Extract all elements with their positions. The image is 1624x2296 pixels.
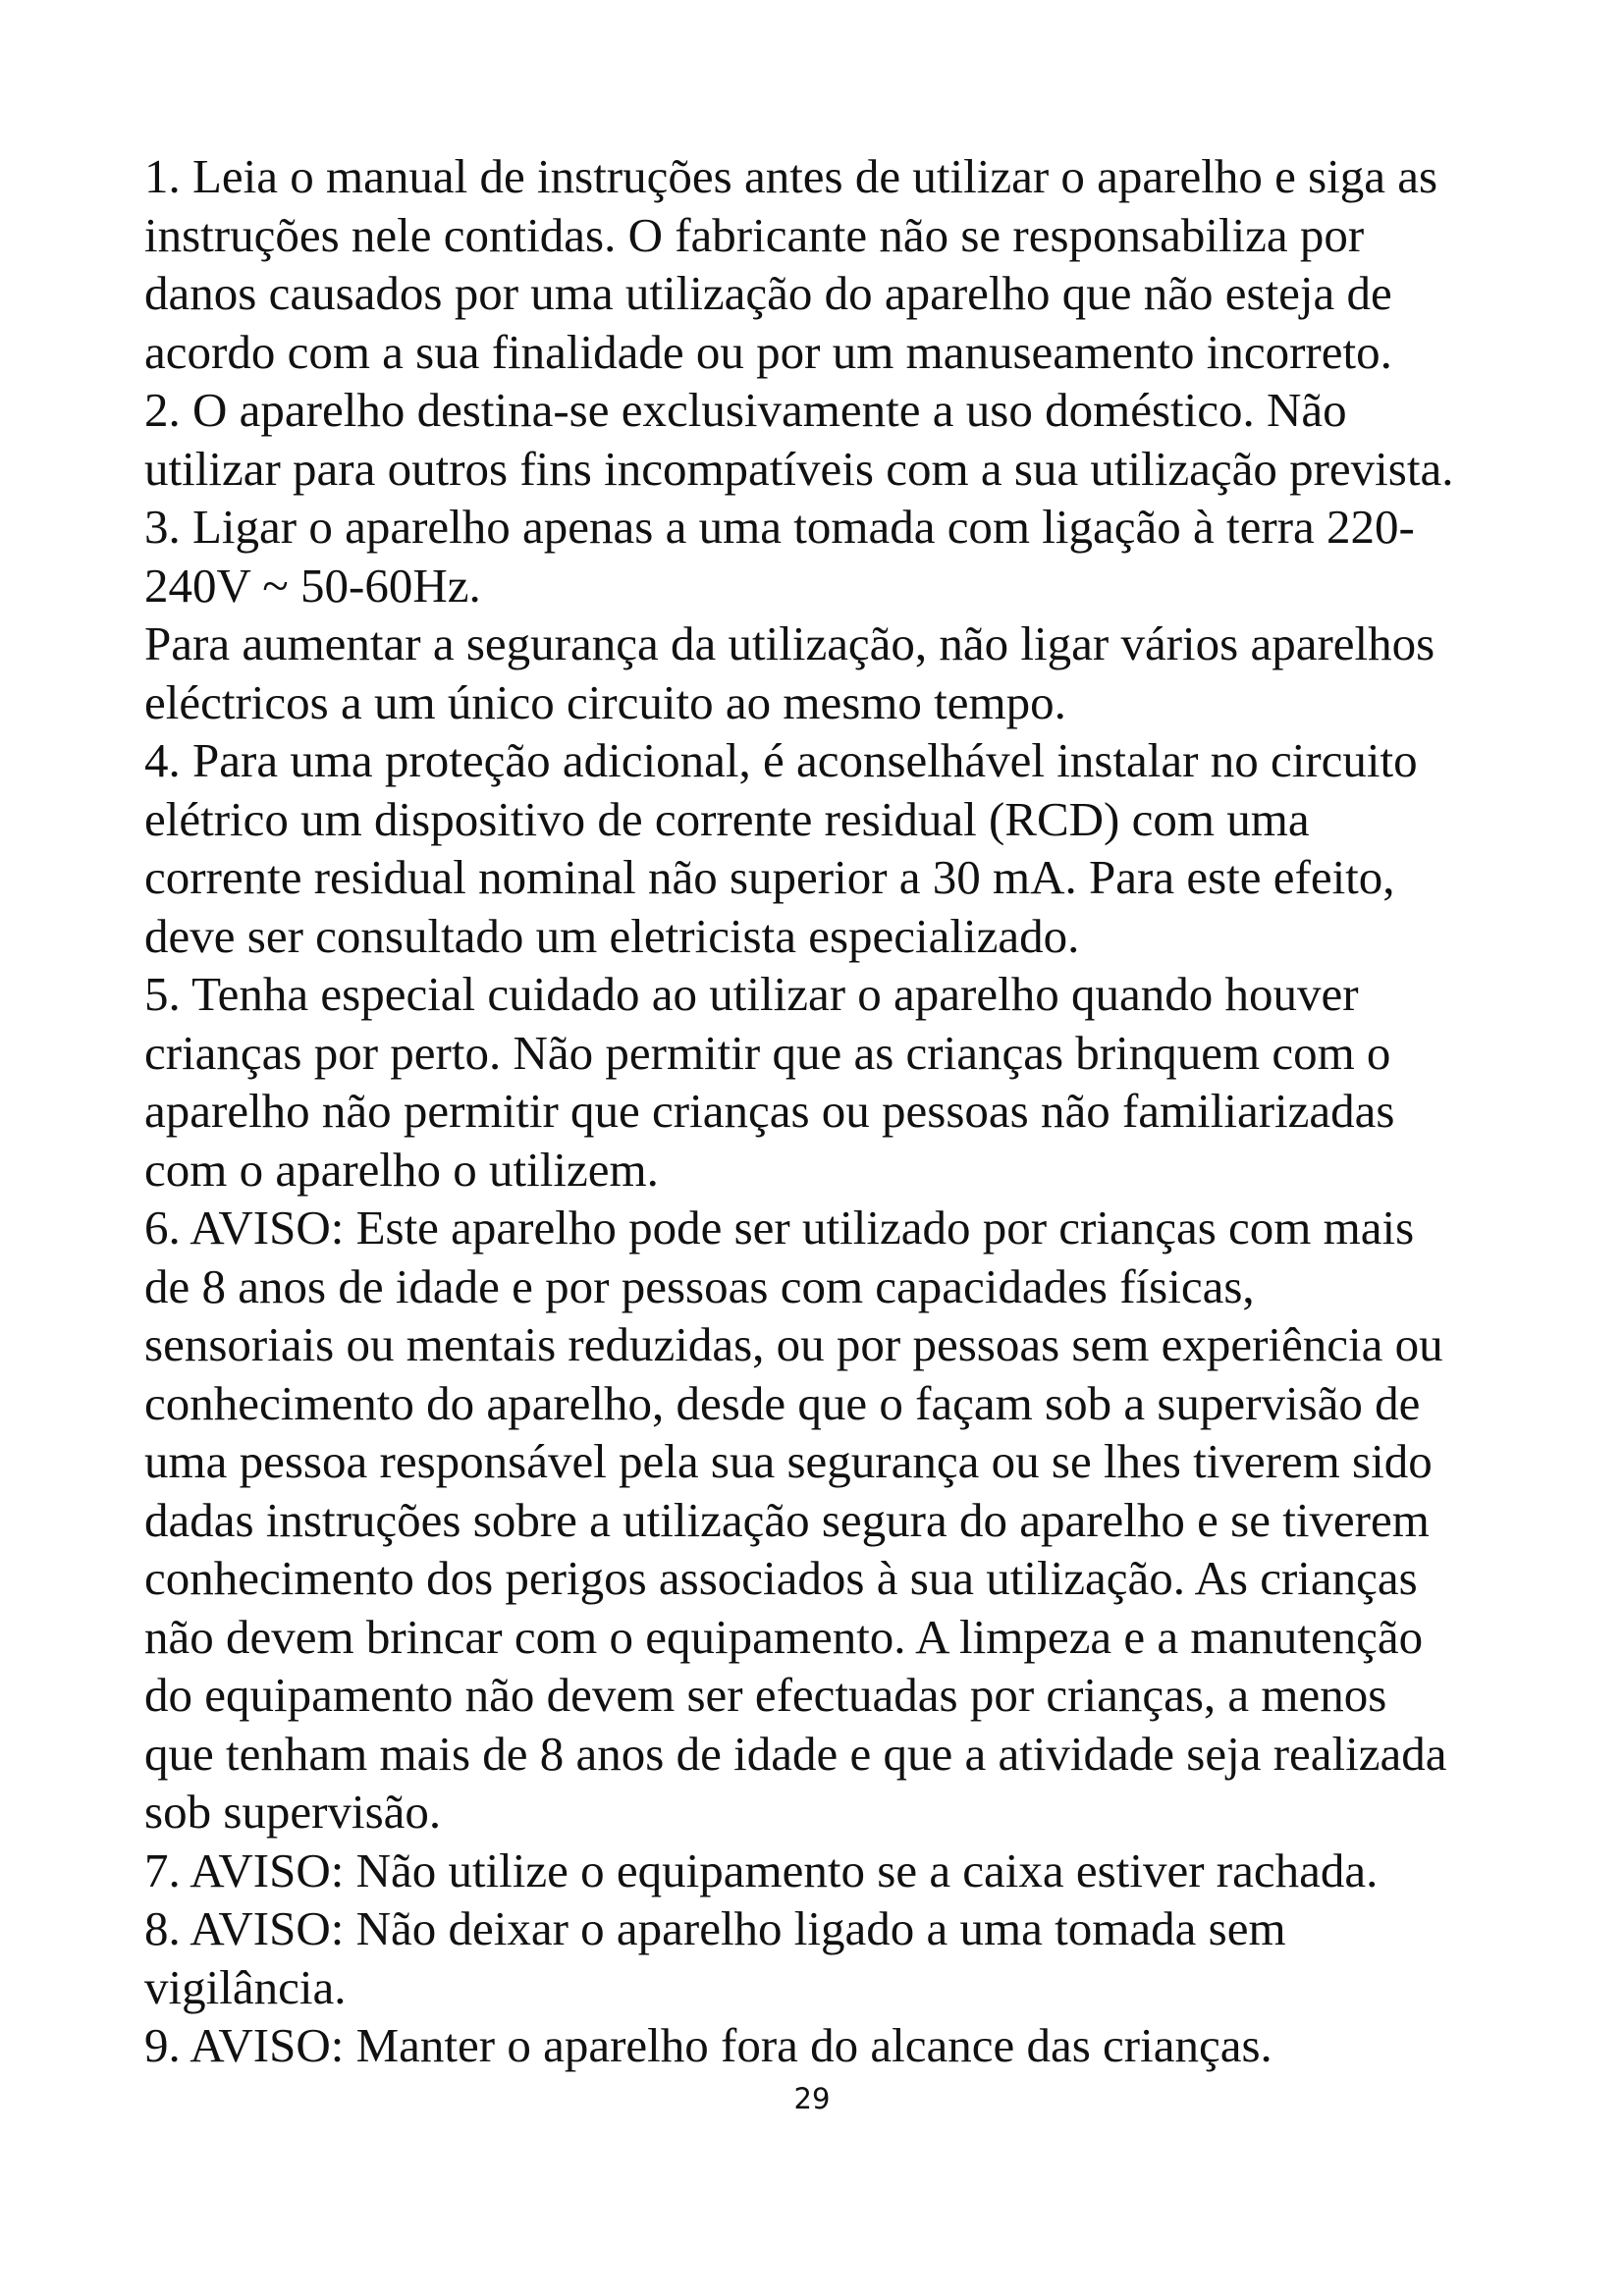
text-line: de 8 anos de idade e por pessoas com capacidades físicas, bbox=[144, 1258, 1255, 1313]
text-line: uma pessoa responsável pela sua segurança ou se lhes tiverem sido bbox=[144, 1434, 1433, 1488]
text-line: 1. Leia o manual de instruções antes de utilizar o aparelho e siga as bbox=[144, 149, 1438, 203]
text-line: 3. Ligar o aparelho apenas a uma tomada com ligação à terra 220- bbox=[144, 500, 1415, 554]
text-line: sensoriais ou mentais reduzidas, ou por pessoas sem experiência ou bbox=[144, 1317, 1443, 1371]
text-line: deve ser consultado um eletricista especializado. bbox=[144, 908, 1080, 963]
text-line: 5. Tenha especial cuidado ao utilizar o aparelho quando houver bbox=[144, 967, 1359, 1021]
text-line: 7. AVISO: Não utilize o equipamento se a caixa estiver rachada. bbox=[144, 1842, 1379, 1897]
text-line: não devem brincar com o equipamento. A limpeza e a manutenção bbox=[144, 1609, 1424, 1664]
text-line: 6. AVISO: Este aparelho pode ser utilizado por crianças com mais bbox=[144, 1201, 1415, 1255]
text-line: 2. O aparelho destina-se exclusivamente a uso doméstico. Não bbox=[144, 383, 1347, 437]
text-line: 240V ~ 50-60Hz. bbox=[144, 558, 481, 613]
text-line: danos causados por uma utilização do aparelho que não esteja de bbox=[144, 266, 1392, 320]
page-number: 29 bbox=[793, 2082, 831, 2115]
text-line: do equipamento não devem ser efectuadas por crianças, a menos bbox=[144, 1668, 1387, 1722]
text-line: utilizar para outros fins incompatíveis com a sua utilização prevista. bbox=[144, 441, 1454, 496]
text-line: sob supervisão. bbox=[144, 1785, 442, 1839]
text-line: acordo com a sua finalidade ou por um manuseamento incorreto. bbox=[144, 324, 1392, 379]
text-line: elétrico um dispositivo de corrente residual (RCD) com uma bbox=[144, 791, 1310, 846]
text-line: aparelho não permitir que crianças ou pessoas não familiarizadas bbox=[144, 1084, 1395, 1138]
text-line: dadas instruções sobre a utilização segura do aparelho e se tiverem bbox=[144, 1492, 1430, 1547]
text-line: corrente residual nominal não superior a 30 mA. Para este efeito, bbox=[144, 850, 1395, 904]
text-line: eléctricos a um único circuito ao mesmo tempo. bbox=[144, 674, 1066, 729]
text-line: instruções nele contidas. O fabricante não se responsabiliza por bbox=[144, 207, 1365, 262]
text-line: Para aumentar a segurança da utilização, não ligar vários aparelhos bbox=[144, 616, 1435, 670]
text-line: vigilância. bbox=[144, 1959, 347, 2014]
text-line: conhecimento dos perigos associados à sua utilização. As crianças bbox=[144, 1551, 1418, 1605]
text-line: 8. AVISO: Não deixar o aparelho ligado a uma tomada sem bbox=[144, 1901, 1286, 1955]
text-line: conhecimento do aparelho, desde que o façam sob a supervisão de bbox=[144, 1375, 1421, 1430]
text-line: 9. AVISO: Manter o aparelho fora do alcance das crianças. bbox=[144, 2018, 1272, 2072]
text-line: com o aparelho o utilizem. bbox=[144, 1142, 659, 1197]
document-body bbox=[144, 147, 1539, 2075]
text-line: que tenham mais de 8 anos de idade e que a atividade seja realizada bbox=[144, 1726, 1447, 1781]
text-line: crianças por perto. Não permitir que as crianças brinquem com o bbox=[144, 1025, 1391, 1080]
text-line: 4. Para uma proteção adicional, é aconselhável instalar no circuito bbox=[144, 733, 1418, 787]
